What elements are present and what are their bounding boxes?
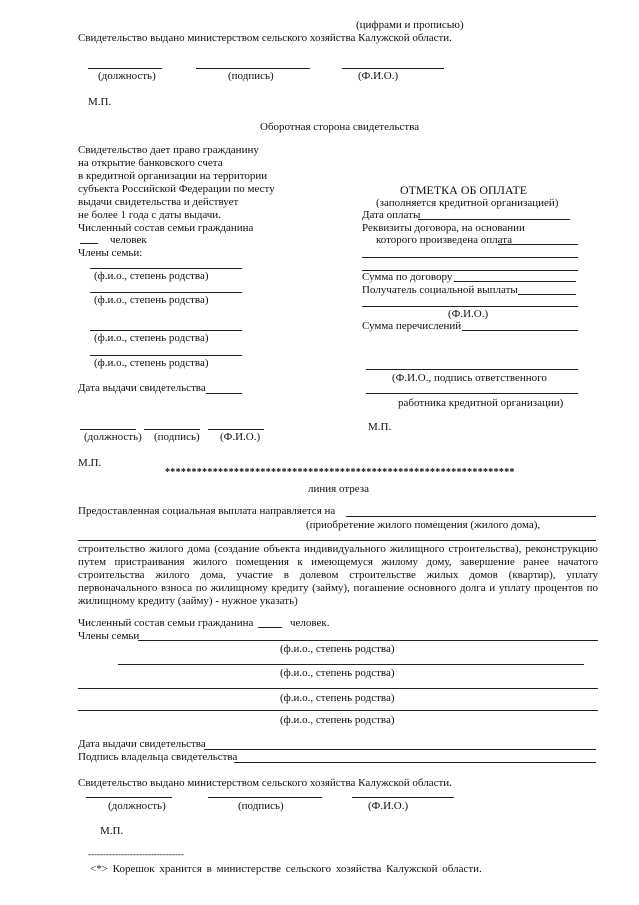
payment-title: ОТМЕТКА ОБ ОПЛАТЕ xyxy=(400,183,528,197)
purpose-line xyxy=(78,540,596,541)
holder-signature-line xyxy=(234,762,596,763)
stub-fio-line xyxy=(352,797,454,798)
member-line-2 xyxy=(90,292,242,293)
issue-date-line xyxy=(206,393,242,394)
stub-signature-label: (подпись) xyxy=(238,800,284,812)
purpose-text: строительство жилого дома (создание объекта индивидуального жилищного строительства), реконструкцию путем пристраивания жилого помещения к имеющемуся жилому дому, завершение ранее начатого строительства жилого дома, участие в долевом строительстве жилых домов (квартир), уплату первоначального взноса по жилищному кредиту (займу), погашение основного долга и уплату процентов по жилищному кредиту (займу) - нужное указать) xyxy=(78,543,598,607)
transfer-sum-label: Сумма перечислений xyxy=(362,320,462,332)
responsible-label-1: (Ф.И.О., подпись ответственного xyxy=(392,372,547,384)
position-line xyxy=(88,68,162,69)
stub-issue-date-line xyxy=(204,749,596,750)
responsible-label-2: работника кредитной организации) xyxy=(398,397,564,409)
signature-line xyxy=(196,68,310,69)
stamp-mark: М.П. xyxy=(88,96,112,108)
rights-line-1: Свидетельство дает право гражданину xyxy=(78,144,259,156)
rights-line-3: в кредитной организации на территории xyxy=(78,170,268,182)
left-fio-label: (Ф.И.О.) xyxy=(220,431,261,443)
responsible-line-2 xyxy=(366,393,578,394)
stub-stamp-mark: М.П. xyxy=(100,825,124,837)
member-line-4 xyxy=(90,355,242,356)
stub-member-line-1 xyxy=(138,640,598,641)
family-count-line xyxy=(80,243,98,244)
fio-line xyxy=(342,68,444,69)
footnote-rule: -------------------------------- xyxy=(88,849,184,859)
contract-label-1: Реквизиты договора, на основании xyxy=(362,222,525,234)
recipient-label: Получатель социальной выплаты xyxy=(362,284,518,296)
contract-sum-label: Сумма по договору xyxy=(362,271,453,283)
left-signature-line xyxy=(144,429,200,430)
stub-position-line xyxy=(86,797,172,798)
footnote-text: <*> Корешок хранится в министерстве сельского хозяйства Калужской области. xyxy=(90,863,482,875)
stub-member-line-2 xyxy=(118,664,584,665)
left-stamp-mark: М.П. xyxy=(78,457,102,469)
rights-line-4: субъекта Российской Федерации по месту xyxy=(78,183,275,195)
stub-member-hint-2: (ф.и.о., степень родства) xyxy=(280,667,395,679)
stub-signature-line xyxy=(208,797,322,798)
purchase-hint: (приобретение жилого помещения (жилого дома), xyxy=(306,519,541,531)
position-label: (должность) xyxy=(98,70,156,82)
left-signature-label: (подпись) xyxy=(154,431,200,443)
signature-label: (подпись) xyxy=(228,70,274,82)
contract-label-2: которого произведена оплата xyxy=(376,234,513,246)
issued-by-text: Свидетельство выдано министерством сельского хозяйства Калужской области. xyxy=(78,32,452,44)
rights-line-6: не более 1 года с даты выдачи. xyxy=(78,209,221,221)
stub-member-line-4 xyxy=(78,710,598,711)
recipient-fio-label: (Ф.И.О.) xyxy=(448,308,489,320)
payment-stamp-mark: М.П. xyxy=(368,421,392,433)
stub-member-line-3 xyxy=(78,688,598,689)
members-label: Члены семьи: xyxy=(78,247,143,259)
responsible-line xyxy=(366,369,578,370)
member-line-3 xyxy=(90,330,242,331)
stub-persons-label: человек. xyxy=(290,617,330,629)
holder-signature-label: Подпись владельца свидетельства xyxy=(78,751,238,763)
stub-position-label: (должность) xyxy=(108,800,166,812)
directed-to-line xyxy=(346,516,596,517)
family-count-label: Численный состав семьи гражданина xyxy=(78,222,254,234)
stub-member-hint-3: (ф.и.о., степень родства) xyxy=(280,692,395,704)
directed-to-label: Предоставленная социальная выплата направляется на xyxy=(78,505,336,517)
persons-label: человек xyxy=(110,234,147,246)
amount-hint: (цифрами и прописью) xyxy=(356,19,464,31)
stub-family-count-label: Численный состав семьи гражданина xyxy=(78,617,254,629)
member-hint-4: (ф.и.о., степень родства) xyxy=(94,357,209,369)
left-position-line xyxy=(80,429,136,430)
recipient-line-2 xyxy=(362,306,578,307)
stub-family-count-line xyxy=(258,627,282,628)
rights-line-2: на открытие банковского счета xyxy=(78,157,223,169)
reverse-side-title: Оборотная сторона свидетельства xyxy=(260,121,420,133)
recipient-line-1 xyxy=(518,294,576,295)
member-hint-2: (ф.и.о., степень родства) xyxy=(94,294,209,306)
cut-label: линия отреза xyxy=(308,483,369,495)
stub-member-hint-4: (ф.и.о., степень родства) xyxy=(280,714,395,726)
stub-fio-label: (Ф.И.О.) xyxy=(368,800,409,812)
member-hint-1: (ф.и.о., степень родства) xyxy=(94,270,209,282)
payment-subtitle: (заполняется кредитной организацией) xyxy=(376,197,559,209)
left-fio-line xyxy=(208,429,264,430)
transfer-sum-line xyxy=(462,330,578,331)
payment-date-label: Дата оплаты xyxy=(362,209,421,221)
contract-line-2 xyxy=(362,257,578,258)
member-hint-3: (ф.и.о., степень родства) xyxy=(94,332,209,344)
stub-member-hint-1: (ф.и.о., степень родства) xyxy=(280,643,395,655)
issue-date-label: Дата выдачи свидетельства xyxy=(78,382,206,394)
stub-issue-date-label: Дата выдачи свидетельства xyxy=(78,738,206,750)
rights-line-5: выдачи свидетельства и действует xyxy=(78,196,239,208)
fio-label: (Ф.И.О.) xyxy=(358,70,399,82)
contract-sum-line xyxy=(454,281,576,282)
stub-members-label: Члены семьи xyxy=(78,630,140,642)
payment-date-line xyxy=(418,219,570,220)
cut-stars: ****************************************************************** xyxy=(165,467,515,478)
contract-line-1 xyxy=(498,244,578,245)
stub-issued-by-text: Свидетельство выдано министерством сельского хозяйства Калужской области. xyxy=(78,777,452,789)
member-line-1 xyxy=(90,268,242,269)
left-position-label: (должность) xyxy=(84,431,142,443)
